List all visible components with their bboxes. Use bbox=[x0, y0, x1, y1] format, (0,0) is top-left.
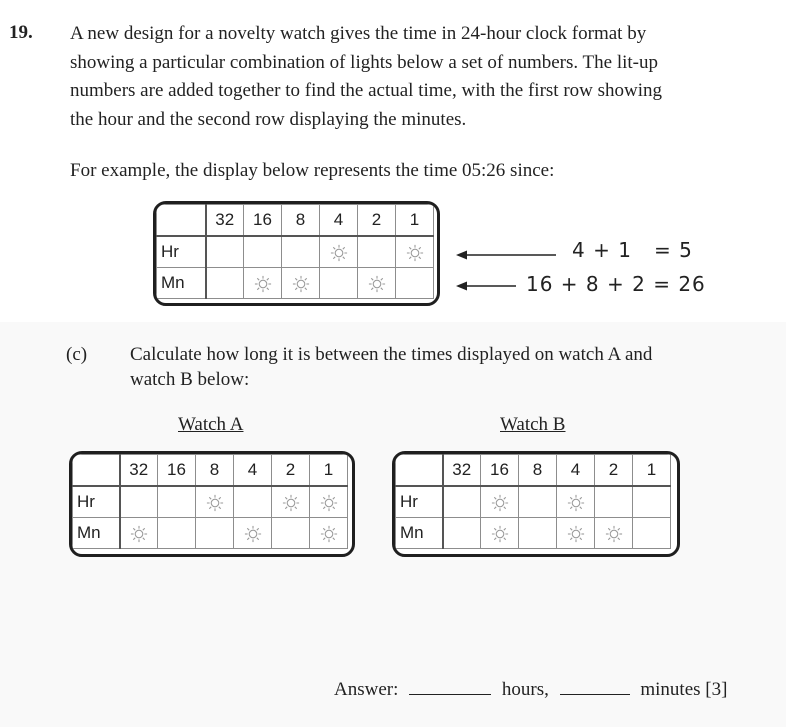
unlit-cell bbox=[158, 518, 196, 549]
unlit-cell bbox=[633, 518, 671, 549]
sun-icon bbox=[491, 525, 509, 543]
column-value-label: 2 bbox=[272, 455, 310, 487]
column-value-label: 2 bbox=[595, 455, 633, 487]
row-label: Mn bbox=[73, 518, 120, 549]
watch-b-title: Watch B bbox=[500, 414, 566, 435]
row-label: Hr bbox=[396, 486, 443, 518]
sun-icon bbox=[368, 275, 386, 293]
unlit-cell bbox=[443, 518, 481, 549]
row-label: Mn bbox=[157, 268, 206, 299]
column-value-label: 4 bbox=[320, 205, 358, 237]
lit-cell bbox=[272, 486, 310, 518]
corner-cell bbox=[157, 205, 206, 237]
lit-cell bbox=[310, 486, 348, 518]
corner-cell bbox=[396, 455, 443, 487]
column-value-label: 8 bbox=[282, 205, 320, 237]
intro-line: the hour and the second row displaying the minutes. bbox=[70, 108, 467, 130]
lit-cell bbox=[358, 268, 396, 299]
column-value-label: 1 bbox=[633, 455, 671, 487]
part-c-line: Calculate how long it is between the times displayed on watch A and bbox=[130, 344, 653, 365]
unlit-cell bbox=[120, 486, 158, 518]
column-value-label: 8 bbox=[519, 455, 557, 487]
watch-grid bbox=[395, 454, 671, 549]
sun-icon bbox=[406, 244, 424, 262]
column-value-label: 1 bbox=[310, 455, 348, 487]
lit-cell bbox=[234, 518, 272, 549]
column-value-label: 2 bbox=[358, 205, 396, 237]
minute-row bbox=[157, 268, 434, 299]
column-value-label: 8 bbox=[196, 455, 234, 487]
marks-label: [3] bbox=[705, 679, 728, 700]
sun-icon bbox=[292, 275, 310, 293]
column-value-label: 4 bbox=[557, 455, 595, 487]
lit-cell bbox=[282, 268, 320, 299]
unlit-cell bbox=[282, 236, 320, 268]
watch-a-title: Watch A bbox=[178, 414, 244, 435]
watch-b bbox=[392, 451, 680, 557]
column-value-label: 1 bbox=[396, 205, 434, 237]
answer-label: Answer: bbox=[334, 679, 399, 700]
hour-row bbox=[73, 486, 348, 518]
column-value-label: 16 bbox=[481, 455, 519, 487]
minute-sum-calculation: 16 + 8 + 2 = 26 bbox=[526, 272, 706, 296]
unlit-cell bbox=[206, 268, 244, 299]
hour-row bbox=[396, 486, 671, 518]
column-value-label: 32 bbox=[120, 455, 158, 487]
column-value-label: 16 bbox=[158, 455, 196, 487]
sun-icon bbox=[244, 525, 262, 543]
hours-unit: hours, bbox=[501, 679, 549, 700]
hour-sum-calculation: 4 + 1 = 5 bbox=[572, 238, 693, 262]
unlit-cell bbox=[196, 518, 234, 549]
lit-cell bbox=[396, 236, 434, 268]
watch-grid bbox=[72, 454, 348, 549]
minute-arrow-icon bbox=[456, 280, 518, 292]
question-number: 19. bbox=[9, 22, 33, 43]
lit-cell bbox=[557, 486, 595, 518]
answer-line bbox=[334, 678, 727, 701]
intro-line: showing a particular combination of lights below a set of numbers. The lit-up bbox=[70, 51, 658, 73]
row-label: Mn bbox=[396, 518, 443, 549]
lit-cell bbox=[320, 236, 358, 268]
column-value-label: 32 bbox=[443, 455, 481, 487]
sun-icon bbox=[130, 525, 148, 543]
sun-icon bbox=[567, 494, 585, 512]
sun-icon bbox=[254, 275, 272, 293]
sun-icon bbox=[320, 494, 338, 512]
lit-cell bbox=[557, 518, 595, 549]
lit-cell bbox=[310, 518, 348, 549]
example-watch bbox=[153, 201, 440, 306]
minutes-answer-blank[interactable] bbox=[560, 678, 630, 695]
unlit-cell bbox=[595, 486, 633, 518]
lit-cell bbox=[120, 518, 158, 549]
sun-icon bbox=[605, 525, 623, 543]
unlit-cell bbox=[443, 486, 481, 518]
unlit-cell bbox=[633, 486, 671, 518]
lit-cell bbox=[595, 518, 633, 549]
unlit-cell bbox=[158, 486, 196, 518]
hour-row bbox=[157, 236, 434, 268]
watch-a bbox=[69, 451, 355, 557]
lit-cell bbox=[196, 486, 234, 518]
unlit-cell bbox=[519, 518, 557, 549]
unlit-cell bbox=[206, 236, 244, 268]
row-label: Hr bbox=[157, 236, 206, 268]
part-c-label: (c) bbox=[66, 344, 88, 365]
unlit-cell bbox=[272, 518, 310, 549]
example-text: For example, the display below represents the time 05:26 since: bbox=[70, 160, 555, 181]
lit-cell bbox=[481, 486, 519, 518]
minutes-unit: minutes bbox=[640, 679, 701, 700]
sun-icon bbox=[206, 494, 224, 512]
part-c-text bbox=[130, 342, 750, 392]
unlit-cell bbox=[358, 236, 396, 268]
part-c-line: watch B below: bbox=[130, 369, 250, 390]
minute-row bbox=[396, 518, 671, 549]
minute-row bbox=[73, 518, 348, 549]
intro-line: numbers are added together to find the actual time, with the first row showing bbox=[70, 80, 663, 101]
watch-grid bbox=[156, 204, 434, 299]
column-value-label: 16 bbox=[244, 205, 282, 237]
sun-icon bbox=[567, 525, 585, 543]
sun-icon bbox=[282, 494, 300, 512]
hour-arrow-icon bbox=[456, 249, 558, 261]
hours-answer-blank[interactable] bbox=[409, 678, 491, 695]
lit-cell bbox=[244, 268, 282, 299]
column-value-label: 32 bbox=[206, 205, 244, 237]
sun-icon bbox=[330, 244, 348, 262]
column-value-label: 4 bbox=[234, 455, 272, 487]
unlit-cell bbox=[519, 486, 557, 518]
unlit-cell bbox=[320, 268, 358, 299]
unlit-cell bbox=[396, 268, 434, 299]
intro-line: A new design for a novelty watch gives the time in 24-hour clock format by bbox=[70, 23, 647, 44]
unlit-cell bbox=[244, 236, 282, 268]
row-label: Hr bbox=[73, 486, 120, 518]
lit-cell bbox=[481, 518, 519, 549]
unlit-cell bbox=[234, 486, 272, 518]
question-intro bbox=[70, 20, 760, 134]
sun-icon bbox=[320, 525, 338, 543]
sun-icon bbox=[491, 494, 509, 512]
corner-cell bbox=[73, 455, 120, 487]
